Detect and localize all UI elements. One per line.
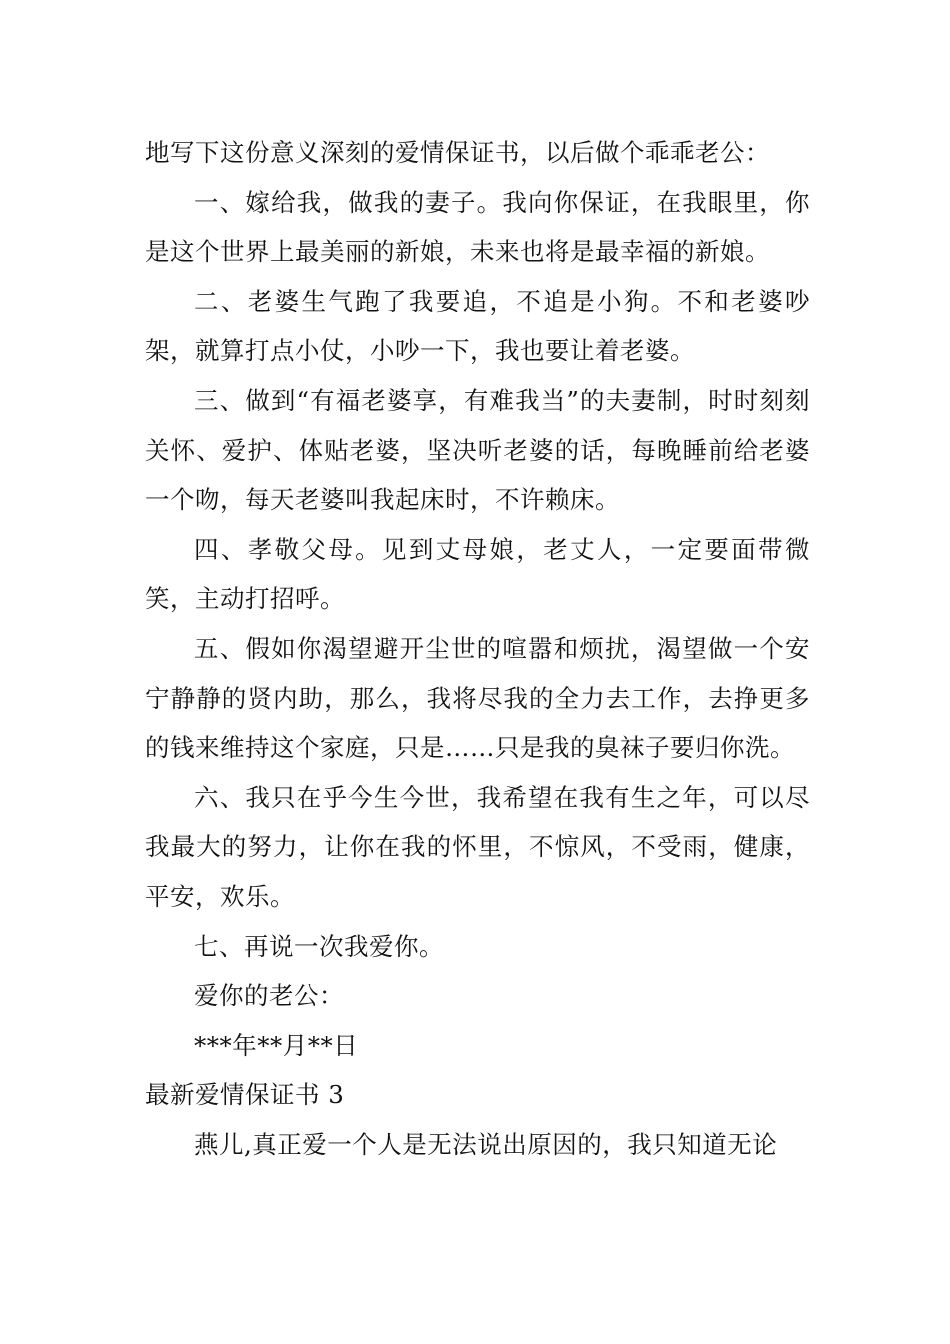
- paragraph-next-section: 燕儿,真正爱一个人是无法说出原因的，我只知道无论: [194, 1129, 778, 1159]
- signature-line: 爱你的老公：: [194, 981, 344, 1011]
- paragraph-item-1: 一、嫁给我，做我的妻子。我向你保证，在我眼里，你是这个世界上最美丽的新娘，未来也将是最幸福的新娘。: [145, 187, 810, 267]
- date-line: ***年**月**日: [194, 1030, 359, 1060]
- section-heading: 最新爱情保证书 3: [145, 1080, 345, 1110]
- paragraph-continuation: 地写下这份意义深刻的爱情保证书，以后做个乖乖老公：: [145, 138, 770, 167]
- paragraph-item-2: 二、老婆生气跑了我要追，不追是小狗。不和老婆吵架，就算打点小仗，小吵一下，我也要让着老婆。: [145, 286, 810, 366]
- paragraph-item-5: 五、假如你渴望避开尘世的喧嚣和烦扰，渴望做一个安宁静静的贤内助，那么，我将尽我的全力去工作，去挣更多的钱来维持这个家庭，只是……只是我的臭袜子要归你洗。: [145, 633, 810, 763]
- paragraph-item-4: 四、孝敬父母。见到丈母娘，老丈人，一定要面带微笑，主动打招呼。: [145, 534, 810, 614]
- paragraph-item-7: 七、再说一次我爱你。: [194, 931, 444, 961]
- paragraph-item-6: 六、我只在乎今生今世，我希望在我有生之年，可以尽我最大的努力，让你在我的怀里，不惊风，不受雨，健康，平安，欢乐。: [145, 782, 810, 911]
- document-body: [145, 128, 810, 1169]
- paragraph-item-3: 三、做到“有福老婆享，有难我当”的夫妻制，时时刻刻关怀、爱护、体贴老婆，坚决听老婆的话，每晚睡前给老婆一个吻，每天老婆叫我起床时，不许赖床。: [145, 385, 810, 515]
